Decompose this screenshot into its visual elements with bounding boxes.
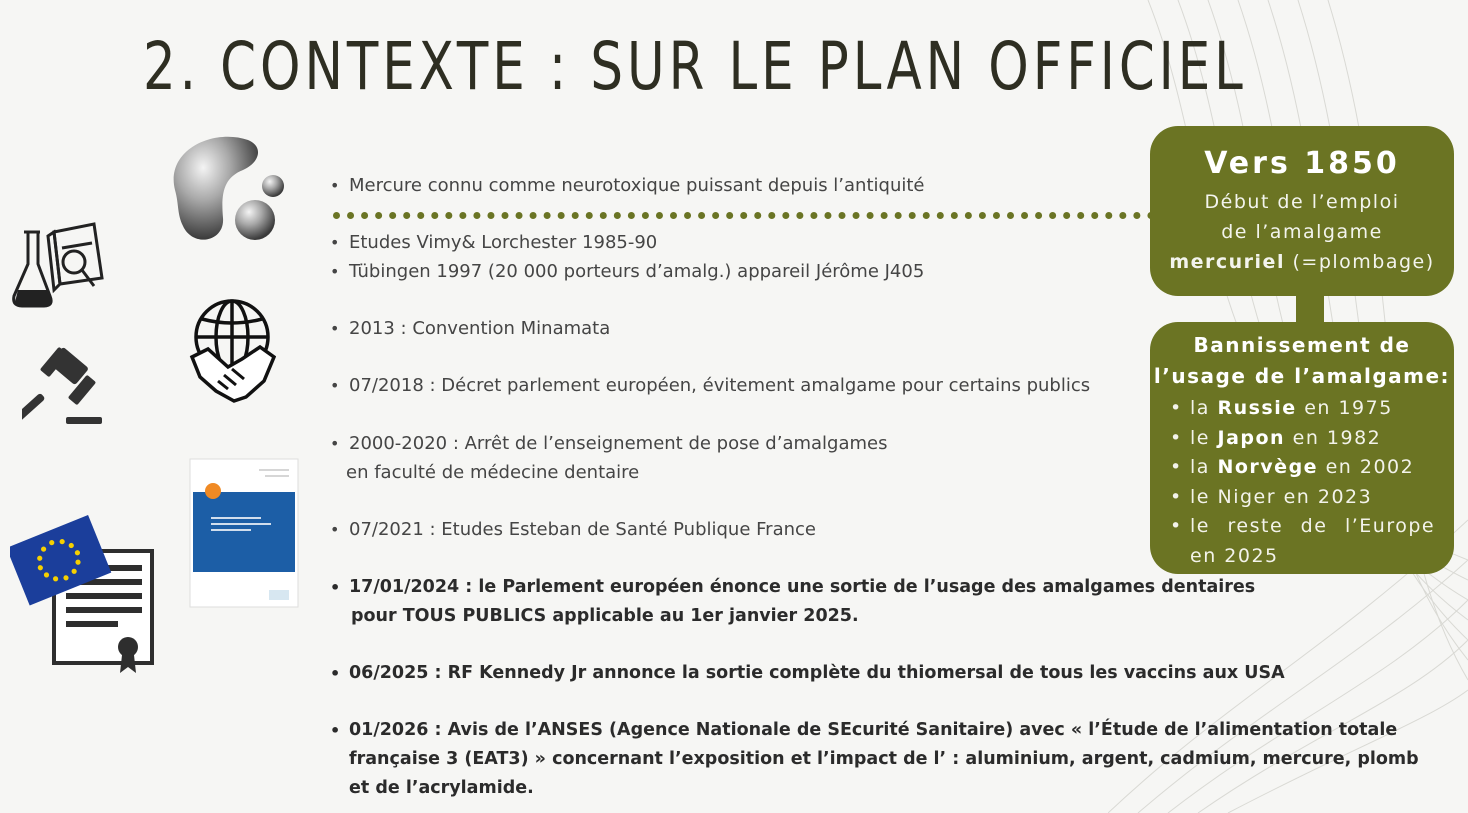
- box-description: Début de l’emploi de l’amalgame mercuriel (=plombage): [1169, 191, 1435, 273]
- globe-handshake-icon: [188, 297, 276, 407]
- slide-title: 2. CONTEXTE : SUR LE PLAN OFFICIEL: [143, 28, 1247, 105]
- lab-research-icon: [10, 218, 110, 314]
- list-item: • Tübingen 1997 (20 000 porteurs d’amalg.) appareil Jérôme J405: [330, 257, 924, 286]
- list-item: • le reste de l’Europe: [1170, 512, 1454, 542]
- list-item: • 07/2018 : Décret parlement européen, évitement amalgame pour certains publics: [330, 371, 1090, 400]
- timeline-dotted-line: [333, 212, 1155, 219]
- list-item: • 06/2025 : RF Kennedy Jr annonce la sortie complète du thiomersal de tous les vaccins aux USA: [330, 659, 1285, 688]
- box-heading: Bannissement de l’usage de l’amalgame:: [1153, 333, 1451, 388]
- ban-list: [1150, 394, 1454, 571]
- timeline-box-1850: [1150, 126, 1454, 296]
- list-item: • 2013 : Convention Minamata: [330, 314, 610, 343]
- list-item: • 01/2026 : Avis de l’ANSES (Agence Nationale de SEcurité Sanitaire) avec « l’Étude de l’alimentation totale française 3 (EAT3) » concernant l’exposition et l’impact de l’ : aluminium, argent, cadmium, mercure, plomb et de l’acrylamide.: [330, 716, 1419, 803]
- list-item: • 17/01/2024 : le Parlement européen énonce une sortie de l’usage des amalgames dentaires pour TOUS PUBLICS applicable au 1er janvier 2025.: [330, 573, 1255, 631]
- list-item: • Mercure connu comme neurotoxique puissant depuis l’antiquité: [330, 171, 924, 200]
- gavel-icon: [22, 345, 106, 431]
- list-item: • 07/2021 : Etudes Esteban de Santé Publique France: [330, 515, 816, 544]
- list-item: • le Niger en 2023: [1170, 483, 1454, 513]
- list-item: • la Norvège en 2002: [1170, 453, 1454, 483]
- eu-certificate-icon: [10, 515, 160, 675]
- list-item: • la Russie en 1975: [1170, 394, 1454, 424]
- list-item-continuation: en 2025: [1190, 544, 1279, 567]
- box-heading: Vers 1850: [1204, 146, 1400, 181]
- list-item: • 2000-2020 : Arrêt de l’enseignement de pose d’amalgames en faculté de médecine dentaire: [330, 429, 887, 487]
- report-document-icon: [189, 458, 299, 608]
- list-item: • le Japon en 1982: [1170, 424, 1454, 454]
- mercury-drops-icon: [163, 130, 293, 250]
- ban-box: [1150, 322, 1454, 574]
- list-item: • Etudes Vimy& Lorchester 1985-90: [330, 228, 657, 257]
